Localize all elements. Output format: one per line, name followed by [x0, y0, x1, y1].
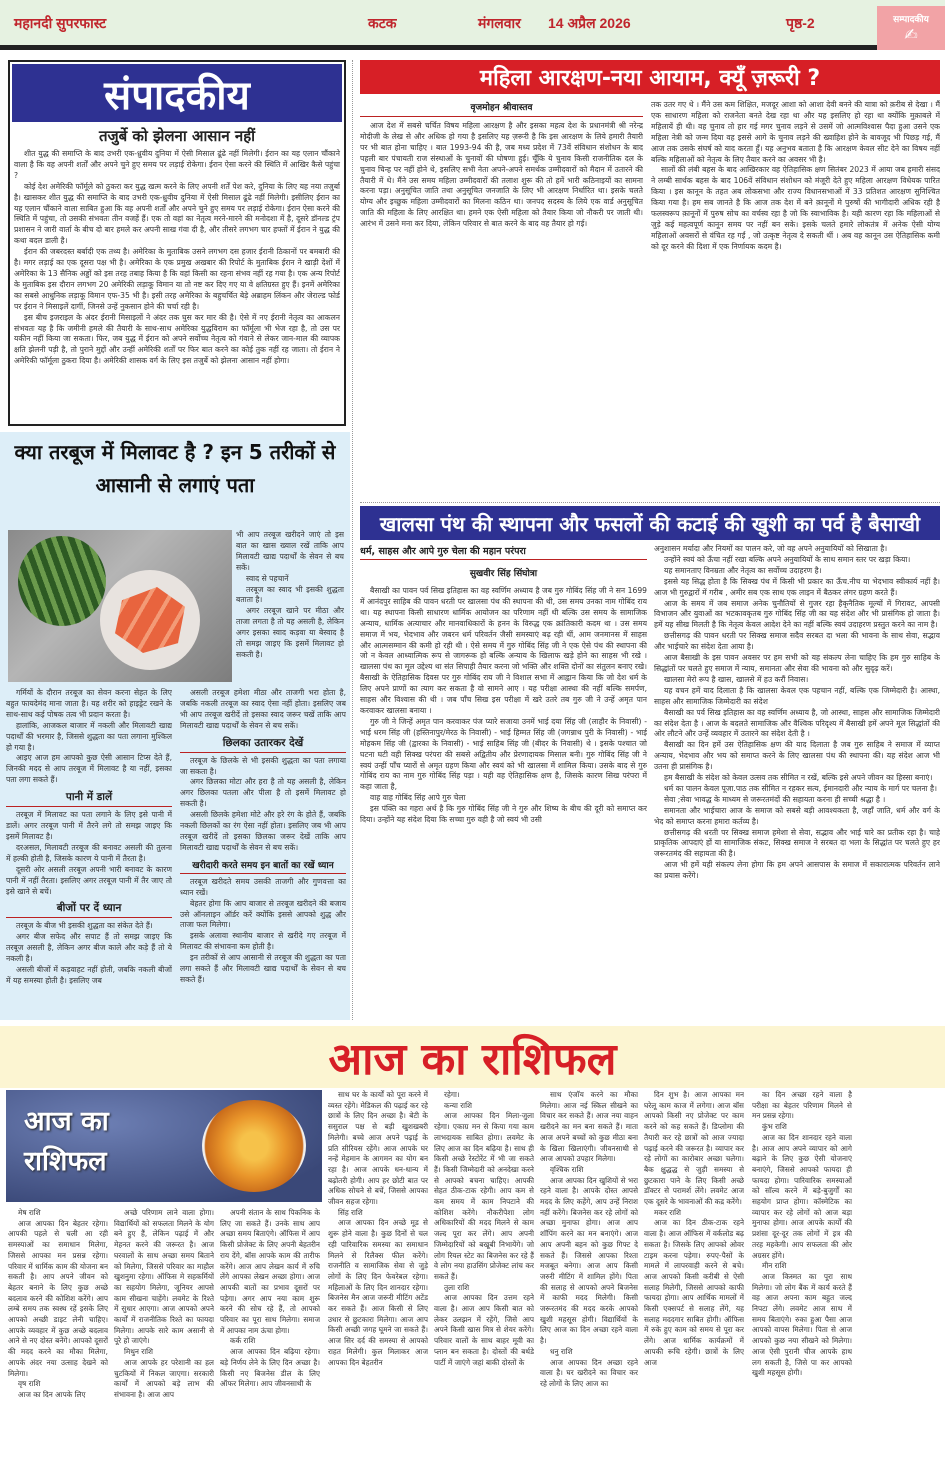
paragraph: असली तरबूज हमेशा मीठा और ताजगी भरा होता है, जबकि नकली तरबूज का स्वाद ऐसा नहीं होता। इसलिए जब भी आप तरबूज खरीदें तो इसका स्वाद जरूर चखें ताकि आप मिलावटी खाद्य पदार्थों के सेवन से बच सकें। [180, 688, 346, 730]
sign-heading: मिथुन राशि [124, 1347, 154, 1357]
horoscope-text: साथ एंजॉय करने का मौका मिलेगा। आज नई स्किल सीखने का विचार कर सकते हैं। आज नया वाहन खरीदने का मन बना सकते हैं। माता आज अपने बच्चों को कुछ मीठा बना के खिला खिलाएंगी। जीवनसाथी से आज आपको उपहार मिलेगा। [540, 1090, 638, 1164]
rashifal-column [644, 1090, 744, 1460]
watermelon-photo [8, 530, 232, 682]
paragraph: अनुशासन मर्यादा और नियमों का पालन करे, जो वह अपने अनुयायियों को सिखाता है। [654, 544, 888, 553]
paragraph: बैसाखी का पर्व सिख इतिहास का वह स्वर्णिम अध्याय है, जो आस्था, साहस और सामाजिक जिम्मेदारी का संदेश देता है । आज के बदलते सामाजिक और वैश्विक परिदृश्य में बैसाखी हमें अपने मूल सिद्धांतों की ओर लौटने और उन्हें व्यवहार में उतारने का संदेश देती है । [654, 707, 940, 739]
horoscope-text: आज किस्मत का पूरा साथ मिलेगा। जो लोग बैंक में कार्य करते हैं वह आज अपना काम बहुत जल्द निपटा लेंगे। लवमेट आज साथ में समय बिताएंगे। रुका हुआ पैसा आज आपको वापस मिलेगा। पिता से आज आपको कुछ नया सीखने को मिलेगा। आज ऐसी पुरानी चीज आपके हाथ लग सकती है, जिसे पा कर आपको खुशी महसूस होगी। [752, 1271, 852, 1378]
rashifal-column [540, 1090, 638, 1460]
pen-icon: ✍ [904, 25, 918, 44]
paragraph: तरबूज के बीज भी इसकी शुद्धता का संकेत देते हैं। [16, 921, 153, 931]
watermelon-col1 [6, 688, 172, 1018]
section-logo [877, 6, 945, 50]
rashifal-image-line1: आज का [24, 1106, 109, 1137]
editorial-body [10, 149, 344, 367]
column-divider [352, 60, 353, 1020]
sign-heading: कुंभ राशि [762, 1122, 787, 1132]
paragraph: बैसाखी का दिन हमें उस ऐतिहासिक क्षण की याद दिलाता है जब गुरु साहिब ने समाज में व्याप्त अन्याय, भेदभाव और भय को समाप्त करने के लिए खालसा पंथ की स्थापना की। यह संदेश आज भी उतना ही प्रासंगिक है। [654, 740, 940, 772]
masthead [0, 0, 945, 50]
editorial-banner: संपादकीय [12, 64, 342, 122]
horoscope-text: आज आपका दिन अच्छा रहने वाला है। घर खरीदने का विचार कर रहे लोगों के लिए आज का [540, 1357, 638, 1388]
watermelon-col2 [180, 688, 346, 1018]
womens-reservation-col2 [651, 100, 940, 500]
paragraph: छत्तीसगढ़ की पावन धरती पर सिक्ख समाज सदैव सरबत दा भला की भावना के साथ सेवा, सद्भाव और भाईचारे का संदेश देता आया है। [654, 631, 940, 652]
paragraph: इससे यह सिद्ध होता है कि सिक्ख पंथ में किसी भी प्रकार का ऊँच.नीच या भेदभाव स्वीकार्य नहीं है। आज भी गुरुद्वारों में गरीब , अमीर सब एक साथ एक लाइन में बैठकर लंगर ग्रहण करते हैं। [654, 576, 940, 597]
paragraph: बैसाखी का पावन पर्व सिख इतिहास का वह स्वर्णिम अध्याय है जब गुरु गोबिंद सिंह जी ने सन 1699 में आनंदपुर साहिब की पावन धरती पर खालसा पंथ की स्थापना की थी, उस समय उनका नाम गोबिंद राय था। यह स्थापना किसी साधारण धार्मिक आयोजन का परिणाम नहीं थी बल्कि उस समय के सामाजिक अन्याय, धार्मिक अत्याचार और मानवाधिकारों के हनन के विरुद्ध एक क्रांतिकारी कदम था । उस समय समाज में भय, भेदभाव और जबरन धर्म परिवर्तन जैसी समस्याएं बढ़ रही थीं, आम जनमानस में साहस और आत्मसम्मान की कमी हो रही थी । ऐसे समय में गुरु गोबिंद सिंह जी ने एक ऐसे पंथ की स्थापना की जो न केवल आध्यात्मिक रूप से जागरूक हो बल्कि अन्याय के खिलाफ खड़े होने का साहस भी रखे । खालसा पंथ का मूल उद्देश्य था संत सिपाही तैयार करना जो भक्ति और शक्ति दोनों का संतुलन बनाए रखे। बैसाखी के ऐतिहासिक दिवस पर गुरु गोबिंद राय जी ने विशाल सभा में आह्वान किया कि जो देश धर्म के लिए अपने प्राणों का त्याग कर सकता है वो सामने आए । यह परीक्षा आस्था की नहीं बल्कि समर्पण, साहस और विश्वास की थी । जब पाँच सिख इस परीक्षा में खरे उतरे तब गुरु जी ने उन्हें अमृत पान करवाकर खालसा बनाया । [360, 586, 647, 715]
rashifal-column [328, 1090, 428, 1460]
divider [360, 502, 940, 503]
subheading: स्वाद से पहचानें [246, 573, 289, 583]
sign-heading: कन्या राशि [444, 1100, 472, 1110]
page-number: पृष्ठ-2 [786, 15, 815, 31]
kicker: धर्म, साहस और आपे गुरु चेला की महान परंपरा [360, 544, 647, 560]
womens-reservation-col1 [360, 100, 643, 500]
horoscope-text: रहेगा। [444, 1090, 460, 1099]
paragraph: धर्म का पालन केवल पूजा.पाठ तक सीमित न रहकर सत्य, ईमानदारी और न्याय के मार्ग पर चलना है। [664, 783, 937, 793]
paragraph: असली छिलके हमेशा मोटे और हरे रंग के होते हैं, जबकि नकली छिलकों का रंग ऐसा नहीं होता। इसलिए जब भी आप तरबूज खरीदें तो इसका छिलका जरूर देखें ताकि आप मिलावटी खाद्य पदार्थों के सेवन से बच सकें। [180, 810, 346, 852]
day: मंगलवार [478, 15, 521, 31]
paragraph: उन्होंने स्वयं को ऊँचा नहीं रखा बल्कि अपने अनुयायियों के साथ समान स्तर पर खड़ा किया। [664, 554, 911, 564]
horoscope-text: आज आपका दिन मिला-जुला रहेगा। एकाग्र मन से किया गया काम लाभदायक साबित होगा। लवमेट के लिए आज का दिन बढ़िया है। साथ ही किसी अच्छे रेस्टोरेंट में भी जा सकते हैं। किसी जिम्मेदारी को अनदेखा करने से आपको बचना चाहिए। आपकी सेहत ठीक-टाक रहेगी। आप कम से कम समय में काम निपटाने की कोशिश करेंगे। नौकरीपेशा लोग अधिकारियों की मदद मिलने से काम जल्द पूरा कर लेंगे। आप अपनी जिम्मेदारियों को बखूबी निभायेंगे। जो लोग रियल स्टेट का बिजनेस कर रहे हैं वे लोग नया हाउसिंग प्रोजेक्ट लांच कर सकते हैं। [434, 1111, 534, 1281]
paragraph: अगर तरबूज खाने पर मीठा और ताजा लगता है तो यह असली है, लेकिन अगर इसका स्वाद कड़वा या बेस्वाद है तो समझ जाइए कि इसमें मिलावट हो सकती है। [236, 606, 344, 659]
horoscope-text: अपनी संतान के साथ पिकनिक के लिए जा सकते हैं। उनके साथ आप अच्छा समय बिताएंगे। ऑफिस में आप किसी प्रोजेक्ट के लिए अपनी बेहतरीन राय देंगे, बॉस आपके काम की तारीफ करेंगे। आज आप लेखन कार्य में रुचि लेंगे आपका लेखन अच्छा होगा। आज आपकी बातों का प्रभाव दूसरों पर पड़ेगा। अगर आप नया काम शुरू करने की सोच रहे हैं, तो आपको परिवार का पूरा साथ मिलेगा। समाज में आपका नाम ऊंचा होगा। [220, 1208, 320, 1335]
rashifal-column [434, 1090, 534, 1460]
paragraph: आइए आज हम आपको कुछ ऐसी आसान टिप्स देते हैं, जिनकी मदद से आप तरबूज में मिलावट है या नहीं, इसका पता लगा सकते हैं। [6, 753, 172, 785]
paragraph: अगर छिलका मोटा और हरा है तो यह असली है, लेकिन अगर छिलका पतला और पीला है तो इसमें मिलावट हो सकती है। [180, 777, 346, 809]
byline: वृजमोहन श्रीवास्तव [360, 100, 643, 117]
sign-heading: मीन राशि [762, 1261, 787, 1271]
paragraph: इस बीच इजराइल के अंदर ईरानी मिसाइलों ने अंदर तक घुस कर मार की है। ऐसे में नए ईरानी नेतृत्व का आकलन संभवतः यह है कि जमीनी हमले की तैयारी के साथ-साथ अमेरिका युद्धविराम का फॉर्मूला भी भेज रहा है, तो उस पर यकीन नहीं किया जा सकता। फिर, जब युद्ध में ईरान को अपने सर्वोच्च नेतृत्व को गंवाने से लेकर जान-माल की व्यापक क्षति झेलनी पड़ी है, तो पुराने मुद्दों और उन्हीं अमेरिकी शर्तों पर फिर बात करने का कोई तुक नहीं रह जाता। तो ईरान ने अमेरिकी फॉर्मूला ठुकरा दिया है। अमेरिकी शासक वर्ग के लिए इस तजुर्बे को झेलना आसान नहीं होगा। [14, 312, 340, 366]
sign-heading: धनु राशि [550, 1346, 573, 1356]
plate-icon [100, 570, 200, 670]
paragraph: भी आप तरबूज खरीदने जाएं तो इस बात का खास ख्याल रखें ताकि आप मिलावटी खाद्य पदार्थों के सेवन से बच सकें। [236, 530, 344, 572]
paragraph: ईरान की जबरदस्त बर्बादी एक तथ्य है। अमेरिका के मुताबिक उसने लगभग दस हजार ईरानी ठिकानों पर बमबारी की है। मगर लड़ाई का एक दूसरा पक्ष भी है। अमेरिका के एक प्रमुख अखबार की रिपोर्ट के मुताबिक ईरान ने खाड़ी देशों में अमेरिका के 13 सैनिक अड्डों को इस तरह तबाह किया है कि वहां किसी का रहना संभव नहीं रह गया है। एक अन्य रिपोर्ट के मुताबिक इस दौरान लगभग 20 अमेरिकी लड़ाकू विमान या तो नष्ट कर दिए गए या वे क्षतिग्रस्त हुए हैं। इनमें अमेरिका का सबसे आधुनिक लड़ाकू विमान एफ-35 भी है। इसी तरह अमेरिका के बहुचर्चित बेड़े अब्राहम लिंकन और जेराल्ड फोर्ड पर ईरान ने मिसाइलें दागीं, जिनसे उन्हें नुकसान होने की चर्चा रही है। [14, 247, 340, 311]
paragraph: यह समानताए विनम्रता और नेतृत्व का सर्वोच्च उदाहरण है। [664, 565, 822, 575]
horoscope-text: आज आपका दिन बढ़िया रहेगा। बड़े निर्णय लेने के लिए दिन अच्छा है। किसी नए बिजनेस डील के लिए ऑफर मिलेगा। आप जीवनसाथी के [220, 1347, 320, 1389]
paper-name: महानदी सुपरफास्ट [14, 15, 107, 31]
watermelon-intro-right [236, 530, 344, 688]
paragraph: छत्तीसगढ़ की धरती पर सिक्ख समाज हमेशा से सेवा, सद्भाव और भाई चारे का प्रतीक रहा है। चाहे प्राकृतिक आपदाएं हों या सामाजिक संकट, सिक्ख समाज ने सरबत दा भला के सिद्धांत पर चलते हुए हर जरूरतमंद की सहायता की है। [654, 827, 940, 859]
baisakhi-col2 [654, 544, 940, 1018]
paragraph: दरअसल, मिलावटी तरबूज की बनावट असली की तुलना में हल्की होती है, जिसके कारण ये पानी में तैरता है। [6, 842, 172, 863]
subheading-buying: खरीदारी करते समय इन बातों का रखें ध्यान [180, 858, 346, 874]
subheading-peel: छिलका उतारकर देखें [180, 736, 346, 753]
paragraph: सेवा ;सेवा भावद्ध के माध्यम से जरूरतमंदों की सहायता करना ही सच्ची श्रद्धा है । [664, 794, 886, 804]
subheading-seeds: बीजों पर दें ध्यान [6, 901, 172, 918]
paragraph: दूसरी ओर असली तरबूज अपनी भारी बनावट के कारण पानी में नहीं तैरता। इसलिए अगर तरबूज पानी में तैर जाए तो इसे खाने से बचें। [6, 864, 172, 896]
paragraph: यह वचन हमें याद दिलाता है कि खालसा केवल एक पहचान नहीं, बल्कि एक जिम्मेदारी है। आस्था, साहस और सामाजिक जिम्मेदारी का संदेश [654, 685, 940, 706]
watermelon-article [0, 432, 350, 1020]
sign-heading: वृष राशि [18, 1379, 41, 1389]
watermelon-slices-icon [115, 587, 185, 653]
paragraph: इस पंक्ति का गहरा अर्थ है कि गुरु गोबिंद सिंह जी ने गुरु और शिष्य के बीच की दूरी को समाप्त कर दिया। उन्होंने यह संदेश दिया कि सच्चा गुरु वही है जो स्वयं भी उसी [360, 804, 647, 825]
horoscope-text: आज का दिन आपके लिए [18, 1389, 86, 1399]
article-headline-watermelon: क्या तरबूज में मिलावट है ? इन 5 तरीकों से आसानी से लगाएं पता [14, 440, 336, 497]
horoscope-text: का दिन अच्छा रहने वाला है परीक्षा का बेहतर परिणाम मिलने से मन प्रसन्न रहेगा। [752, 1090, 852, 1121]
paragraph: गर्मियों के दौरान तरबूज का सेवन करना सेहत के लिए बहुत फायदेमंद माना जाता है। यह शरीर को हाइड्रेट रखने के साथ-साथ कई पोषक तत्व भी प्रदान करता है। [6, 688, 172, 719]
paragraph: असली बीजों में कड़वाहट नहीं होती, जबकि नकली बीजों में यह समस्या होती है। इसलिए जब [6, 965, 172, 985]
paragraph: तक उतर गए थे । मैंने उस कम शिक्षित, मजदूर आशा को आशा देवी बनने की यात्रा को क़रीब से देखा । मैं एक साधारण महिला को राजनेता बनते देख रहा था और यह इसलिए हो रहा था क्योंकि मुक़ाबले में महिलायें ही थी। वह चुनाव तो हार गई मगर चुनाव लड़ने से उसमें जो आत्मविश्वास पैदा हुआ उसने एक महिला नेत्री को जन्म दिया वह इससे आगे के चुनाव लड़ने की ख्वाहिश होने के बावजूद भी पिछड़ गई, मैं आज तक उसके संघर्ष को याद करता हूँ। यह अनुभव बताता है कि आरक्षण केवल सीट देने का विषय नहीं बल्कि महिलाओं को नेतृत्व के लिए तैयार करने का अवसर भी है। [651, 100, 940, 164]
paragraph: बेहतर होगा कि आप बाजार से तरबूज खरीदने की बजाय उसे ऑनलाइन ऑर्डर करें क्योंकि इससे आपको शुद्ध और ताजा फल मिलेगा। [180, 898, 346, 930]
paragraph: गुरु जी ने जिन्हें अमृत पान करवाकर पंज प्यारे सजाया उनमें भाई दया सिंह जी (लाहौर के निवासी) - भाई धरम सिंह जी (हस्तिनापुर/मेरठ के निवासी) - भाई हिम्मत सिंह जी (जगन्नाथ पुरी के निवासी) - भाई मोहकम सिंह जी (द्वारका के निवासी) - भाई साहिब सिंह जी (बीदर के निवासी) थे । इसके पश्चात जो घटना घटी वही सिक्ख परंपरा की सबसे अद्वितीय और प्रेरणादायक मिसाल बनी। गुरु गोबिंद सिंह जी ने स्वयं उन्हीं पाँच प्यारों से अमृत ग्रहण किया और स्वयं को भी खालसा में शामिल किया। उसके बाद से गुरु गोबिंद राय का नाम गुरु गोबिंद सिंह पड़ा । यही वह ऐतिहासिक क्षण है, जिसके कारण सिख परंपरा में कहा जाता है, [360, 716, 647, 792]
paragraph: आज बैसाखी के इस पावन अवसर पर हम सभी को यह संकल्प लेना चाहिए कि हम गुरु साहिब के सिद्धांतों पर चलते हुए समाज में न्याय, समानता और सेवा की भावना को और सुदृढ़ करें। [654, 653, 940, 673]
article-headline-baisakhi: खालसा पंथ की स्थापना और फसलों की कटाई की खुशी का पर्व है बैसाखी [360, 506, 940, 540]
rashifal-column [114, 1208, 214, 1460]
rashifal-column [8, 1208, 108, 1460]
horoscope-text: आज का दिन ठीक-टाक रहने वाला है। आज ऑफिस में वर्कलोड बढ़ सकता है। जिसके लिए आपको ओवर टाइम करना पड़ेगा। रुपए-पैसों के मामले में लापरवाही करने से बचे। आज आपको किसी करीबी से ऐसी सलाह मिलेगी, जिससे आपको काफी फायदा होगा। आप आर्थिक मामलों में किसी एक्सपर्ट से सलाह लेंगे, यह सलाह मददगार साबित होगी। ऑफिस में रुके हुए काम को समय से पूरा कर लेंगे। आज धार्मिक कार्यक्रमों में आपकी रूचि रहेगी। छात्रों के लिए आज [644, 1218, 744, 1367]
sign-heading: मकर राशि [654, 1207, 681, 1217]
paragraph: आज भी हमें यही संकल्प लेना होगा कि हम अपने आसपास के समाज में सकारात्मक परिवर्तन लाने का प्रयास करेंगे। [654, 860, 940, 881]
paragraph: तरबूज के छिलके से भी इसकी शुद्धता का पता लगाया जा सकता है। [180, 755, 346, 776]
paragraph: हालांकि, आजकल बाजार में नकली और मिलावटी खाद्य पदार्थों की भरमार है, जिससे शुद्धता का पता लगाना मुश्किल हो गया है। [6, 720, 172, 752]
paragraph: वाह वाह गोबिंद सिंह आपे गुरु चेला [370, 793, 466, 803]
rashifal-banner: आज का राशिफल [0, 1026, 945, 1088]
horoscope-text: अच्छे परिणाम लाने वाला होगा। विद्यार्थियों को सफलता मिलने के योग बने हुए हैं, लेकिन पढ़ाई में और मेहनत करने की जरूरत है। आज घरवालों के साथ अच्छा समय बिताने को मिलेगा, जिससे परिवार का माहौल खुशनुमा रहेगा। ऑफिस मे सहकर्मियों का सहयोग मिलेगा, जूनियर आपसे काम सीखना चाहेंगे। लवमेट के रिश्ते में सुधार आएगा। आज आपको अपने कार्यों में राजनीतिक रिश्ते का फायदा मिलेगा। आपके सारे काम असानी से पूरे हो जाएंगे। [114, 1208, 214, 1346]
horoscope-text: साथ घर के कार्यों को पूरा करने में व्यस्त रहेंगे। मेडिकल की पढ़ाई कर रहे छात्रों के लिए दिन अच्छा है। बेटी के ससुराल पक्ष से बड़ी खुशखबरी मिलेगी। बच्चे आज अपने पढ़ाई के प्रति सीरियस रहेंगे। आज आपके घर नन्हें मेहमान के आगमन का योग बन रहा है। आज आपके धन-धान्य में बढ़ोतरी होगी। आप हर छोटी बात पर अधिक सोचने से बचें, जिससे आपका जीवन सहज रहेगा। [328, 1090, 428, 1207]
date: 14 अप्रैल 2026 [548, 15, 631, 31]
horoscope-text: आज आपका दिन उत्तम रहने वाला है। आज आप किसी बात को लेकर उलझन में रहेंगे, जिसे आप अपने किसी खास मित्र से शेयर करेंगे। परिवार वालों के साथ बाहर मूवी का प्लान बन सकता है। दोस्तों की बर्थडे पार्टी में जाएंगे जहां बाकी दोस्तों के [434, 1293, 534, 1367]
article-headline-womens-reservation: महिला आरक्षण-नया आयाम, क्यूँ ज़रूरी ? [360, 60, 940, 94]
paragraph: आज के समय में जब समाज अनेक चुनौतियों से गुजर रहा हैकृनैतिक मूल्यों में गिरावट, आपसी विभाजन और युवाओं का भटकावकृतब गुरु गोबिंद सिंह जी का यह संदेश और भी प्रासंगिक हो जाता है। हमें यह सीख मिलती है कि नेतृत्व केवल आदेश देने का नहीं बल्कि स्वयं उदाहरण प्रस्तुत करने का नाम है। [654, 598, 940, 630]
sign-heading: सिंह राशि [338, 1207, 363, 1217]
watermelon-icon [18, 536, 106, 626]
paragraph: हम बैसाखी के संदेश को केवल उत्सव तक सीमित न रखें, बल्कि इसे अपने जीवन का हिस्सा बनाएं। [664, 773, 933, 783]
paragraph: इसके अलावा स्थानीय बाजार से खरीदे गए तरबूज में मिलावट की संभावना कम होती है। [180, 931, 346, 952]
paragraph: कोई देश अमेरिकी फॉर्मूले को ठुकरा कर युद्ध खत्म करने के लिए अपनी शर्तें पेश करे, दुनिया के लिए यह नया तजुर्बा है। खासकर शीत युद्ध की समाप्ति के बाद उभरी एक-ध्रुवीय दुनिया में ऐसी मिसाल ढूंढे नहीं मिलेगी। इसीलिए ईरान का यह एलान चौंकाने वाला साबित हुआ कि वह अपनी शर्तों और अपने चुने हुए समय पर लड़ाई रोकेगा। ईरान ऐसा करने की स्थिति में पहुंचा, तो उसकी संभवतः तीन वजहें हैं। एक तो वहां का नेतृत्व मरने-मारने की मनोदशा में है, दूसरे डॉनल्ड ट्रंप प्रशासन ने जारी वार्ता के बीच दो बार हमले कर अपनी साख गंवा दी है, और तीसरे लगभग चार हफ्तों में ईरान ने युद्ध की कथा बदल डाली है। [14, 181, 340, 246]
paragraph: समानता और भाईचारा आज के समाज को सबसे बड़ी आवश्यकता है, जहाँ जाति, धर्म और वर्ग के भेद को समाप्त करना हमारा कर्तव्य है। [654, 805, 940, 826]
paragraph: अगर बीज सफेद और सपाट हैं तो समझ जाइए कि तरबूज असली है, लेकिन अगर बीज काले और कड़े हैं तो ये नकली है। [6, 932, 172, 964]
rashifal-image-text [24, 1102, 109, 1182]
baisakhi-col1 [360, 544, 647, 1018]
paragraph: तरबूज का स्वाद भी इसकी शुद्धता बताता है। [236, 584, 344, 605]
byline: सुखवीर सिंह सिंघोत्रा [469, 569, 538, 579]
paragraph: खालसा मेरो रूप है खास, खालसे में हउ करौं निवास। [664, 674, 809, 684]
paragraph: सालों की लंबी बहस के बाद आखिरकार वह ऐतिहासिक क्षण सितंबर 2023 में आया जब हमारी संसद ने लम्बी सार्थक बहस के बाद 106वें संविधान संशोधन को मंजूरी देते हुए महिला आरक्षण विधेयक पारित किया । इस कानून के तहत अब लोकसभा और राज्य विधानसभाओं में 33 प्रतिशत आरक्षण सुनिश्चित किया गया है। हम सब जानते है कि आज तक देश में बने क़ानूनों मे पुरुषों की भागीदारी अधिक रही है फलस्वरूप क़ानूनों में पुरुष सोच का वर्चस्व रहा है जो कि स्वाभाविक है। यही कारण रहा कि महिलाओं से जुड़े कई महत्वपूर्ण कानून समय पर नहीं बन सके। इसके चलते हमारे लोकतंत्र में अनेक ऐसी योग्य महिलाओं अवसरों से वंचित रह गईं , जो उत्कृष्ट नेतृत्व दे सकती थीं । अब वह कानून उस ऐतिहासिक कमी को दूर करने की दिशा में एक निर्णायक कदम है। [651, 165, 940, 251]
paragraph: आज देश में सबसे चर्चित विषय महिला आरक्षण है और इसका महत्व देश के प्रधानमंत्री श्री नरेन्द्र मोदीजी के लेख से और अधिक हो गया है इसलिए यह ज़रूरी है कि इस आरक्षण के लिये हमारी तैयारी पर भी बात होना चाहिए । बात 1993-94 की है, जब मध्य प्रदेश में 73वें संविधान संशोधन के बाद पहली बार पंचायती राज संस्थाओं के चुनावों की घोषणा हुई। चूँकि ये चुनाव किसी राजनीतिक दल के चुनाव चिन्ह पर नहीं होने थे, इसलिए सभी नेता अपने-अपने समर्थक उम्मीदवारों को मैदान में उतारने की तैयारी में थे। मैंने उस समय महिला उम्मीदवारों की तलाश शुरू की तो हमें भारी कठिनाइयों का सामना करना पड़ा। अनुसूचित जाति तथा अनुसूचित जनजाति के लिए भी आरक्षण निर्धारित था। इसके चलते योग्य और इच्छुक महिला उम्मीदवारों का मिलना कठिन था। जनपद सदस्य के लिये एक वार्ड अनुसूचित जाति की महिला के लिए आरक्षित था। हमने एक ऐसी महिला को तैयार किया जो नौकरी पर जाती थी। आरंभ में उसने मना कर दिया, लेकिन परिवार से बात करने के बाद वह तैयार हो गई। [360, 121, 643, 229]
editorial-headline: तजुर्बे को झेलना आसान नहीं [98, 127, 256, 145]
rashifal-image [6, 1090, 322, 1202]
horoscope-text: आज आपका दिन खुशियों से भरा रहने वाला है। आपके दोस्त आपसे मदद के लिए कहेंगे, आप उन्हें निराश नहीं करेंगे। बिजनेस कर रहे लोगों को अच्छा मुनाफा होगा। आज आप शॉपिंग करने का मन बनाएंगे। आज आप अपनी बहन को कुछ गिफ्ट दे सकते हैं। जिससे आपका रिश्ता मजबूत बनेगा। आज आप किसी जरुरी मीटिंग में शामिल होंगे। पिता की सलाह से आपको अपने बिजनेस में काफी मदद मिलेगी। किसी जरूरतमंद की मदद करके आपको खुशी महसूस होगी। विद्यार्थियों के लिए आज का दिन अच्छा रहने वाला है। [540, 1175, 638, 1346]
sign-heading: कर्क राशि [230, 1336, 256, 1346]
sign-heading: वृश्चिक राशि [550, 1164, 584, 1174]
paragraph: शीत युद्ध की समाप्ति के बाद उभरी एक-ध्रुवीय दुनिया में ऐसी मिसाल ढूंढे नहीं मिलेगी। ईरान का यह एलान चौंकाने वाला है कि वह अपनी शर्तों और अपने चुने हुए समय पर लड़ाई रोकेगा। ईरान ऐसा करने की स्थिति में आखिर कैसे पहुंचा ? [14, 149, 340, 180]
horoscope-text: आज का दिन शानदार रहने वाला है। आज आप अपने व्यापार को आगे बढ़ाने के लिए कुछ ऐसी योजनाएं बनाएंगे, जिससे आपको फायदा ही फायदा होगा। पारिवारिक समस्याओं को सॉल्व करने में बड़े-बुजुर्गों का सहयोग प्राप्त होगा। कॉस्मेटिक का व्यापार कर रहे लोगों को आज बड़ा मुनाफा होगा। आज आपके कार्यों की प्रशंसा दूर-दूर तक लोगों में इत्र की तरह महकेगी। आप सफलता की ओर अग्रसर होंगे। [752, 1132, 852, 1260]
sign-heading: तुला राशि [444, 1282, 470, 1292]
rashifal-column [220, 1208, 320, 1460]
city: कटक [368, 15, 397, 31]
paragraph: तरबूज खरीदते समय उसकी ताजगी और गुणवत्ता का ध्यान रखें। [180, 876, 346, 897]
subheading-water: पानी में डालें [6, 790, 172, 807]
paragraph: इन तरीकों से आप आसानी से तरबूज की शुद्धता का पता लगा सकते हैं और मिलावटी खाद्य पदार्थों के सेवन से बच सकते हैं। [180, 953, 346, 984]
rashifal-column [752, 1090, 852, 1460]
horoscope-text: आज आपका दिन बेहतर रहेगा। आपकी पहले से चली आ रही समस्याओं का समाधान मिलेगा, जिससे आपका मन प्रसन्न रहेगा। परिवार में धार्मिक काम की योजना बन सकती है। आप अपने जीवन को बेहतर बनाने के लिए कुछ अच्छे बदलाव करने की कोशिश करेंगे। आप लम्बे समय तक स्वस्थ रहें इसके लिए आपको अच्छी डाइट लेनी चाहिए। आपके व्यवहार में कुछ अच्छे बदलाव आने से नए दोस्त बनेंगे। आपको दूसरों की मदद करने का मौका मिलेगा, आपके अंदर नया उत्साह देखने को मिलेगा। [8, 1218, 108, 1378]
sign-heading: मेष राशि [18, 1208, 41, 1217]
section-logo-text: सम्पादकीय [893, 15, 929, 25]
horoscope-text: आज आपके हर परेशानी का हल चुटकियों में निकल जाएगा। सरकारी कार्यों में आपको बड़े लाभ की संभावना है। आज आप [114, 1357, 214, 1399]
horoscope-text: आज आपका दिन अच्छे मूड से शुरू होने वाला है। कुछ दिनों से चल रही पारिवारिक समस्या का समाधान मिलने से रिलैक्स फील करेंगे। राजनीति व सामाजिक सेवा से जुड़े लोगों के लिए दिन फेवरेबल रहेगा। महिलाओं के लिए दिन शानदार रहेगा। बिजनेस मैन आज जरूरी मीटिंग अटेंड कर सकते हैं। आज किसी से लिए उधार से छुटकारा मिलेगा। आज आप किसी अच्छी जगह घूमने जा सकते हैं। आज सिर दर्द की समस्या से आपको राहत मिलेगी। कुल मिलाकर आज आपका दिन बेहतरीन [328, 1218, 428, 1367]
zodiac-wheel-icon [202, 1100, 306, 1192]
rashifal-image-line2: राशिफल [24, 1146, 107, 1177]
paragraph: तरबूज में मिलावट का पता लगाने के लिए इसे पानी में डालें। अगर तरबूज पानी में तैरने लगे तो समझ जाइए कि इसमें मिलावट है। [6, 810, 172, 841]
horoscope-text: दिन शुभ है। आज आपका मन घरेलू काम काज में लगेगा। आज बॉस आपको किसी नए प्रोजेक्ट पर काम करने को कह सकते हैं। डिप्लोमा की तैयारी कर रहे छात्रों को आज ज्यादा पढ़ाई करने की जरूरत है। व्यापार कर रहे लोगों का कारोबार अच्छा चलेगा। बैक क्षुद्धद्ध से जुड़ी समस्या से छुटकारा पाने के लिए किसी अच्छे डॉक्टर से परामर्श लेंगे। लवमेट आज एक दूसरे के भावनाओं की कद्र करेंगे। [644, 1090, 744, 1207]
editorial-box [8, 60, 346, 426]
